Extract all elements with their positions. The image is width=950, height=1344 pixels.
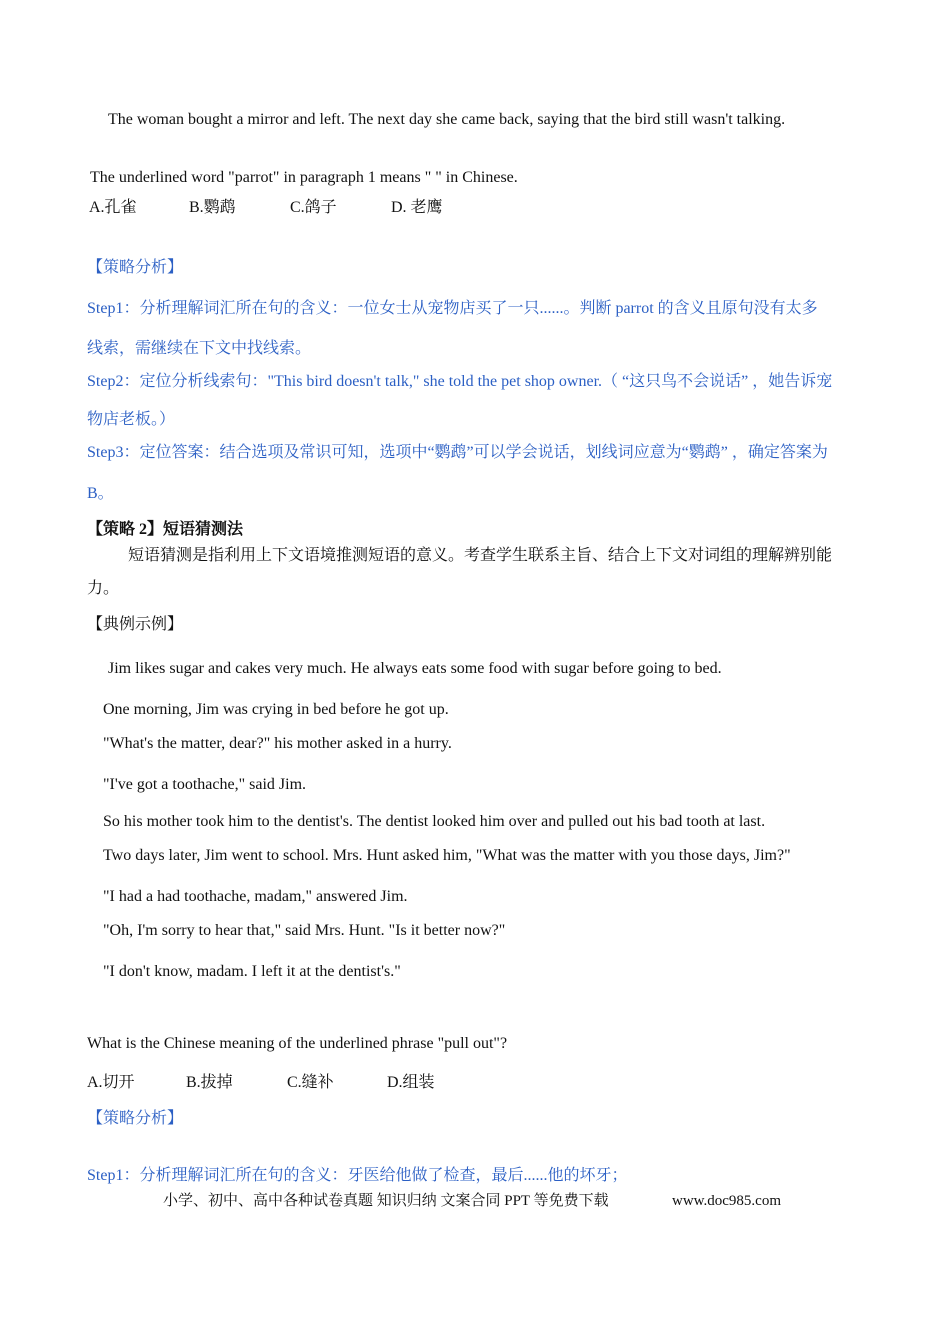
passage2-line: "I've got a toothache," said Jim. xyxy=(103,776,307,793)
analysis2-step1: Step1：分析理解词汇所在句的含义：牙医给他做了检查，最后......他的坏牙； xyxy=(87,1167,628,1184)
analysis2-heading: 【策略分析】 xyxy=(87,1110,184,1127)
footer-url[interactable]: www.doc985.com xyxy=(672,1193,782,1209)
question1-stem: The underlined word "parrot" in paragraph 1 means " " in Chinese. xyxy=(90,169,518,186)
question2-stem: What is the Chinese meaning of the underlined phrase "pull out"? xyxy=(87,1035,508,1052)
option-d: D.组装 xyxy=(387,1074,435,1091)
passage1-sentence: The woman bought a mirror and left. The next day she came back, saying that the bird still wasn't talking. xyxy=(108,111,786,128)
example-heading: 【典例示例】 xyxy=(87,616,184,633)
passage2-line: "I don't know, madam. I left it at the dentist's." xyxy=(103,963,401,980)
strategy2-desc-line2: 力。 xyxy=(87,580,120,597)
passage2-line: "What's the matter, dear?" his mother asked in a hurry. xyxy=(103,735,452,752)
option-c: C.缝补 xyxy=(287,1074,334,1091)
analysis1-step1-line1: Step1：分析理解词汇所在句的含义：一位女士从宠物店买了一只......。判断 parrot 的含义且原句没有太多 xyxy=(87,300,818,317)
option-a: A.孔雀 xyxy=(89,199,137,216)
strategy2-title-text: 短语猜测法 xyxy=(163,521,244,538)
option-b: B.拔掉 xyxy=(186,1074,233,1091)
passage2-line: Jim likes sugar and cakes very much. He always eats some food with sugar before going to bed. xyxy=(108,660,722,677)
analysis1-step3-line1: Step3：定位答案：结合选项及常识可知，选项中“鹦鹉”可以学会说话，划线词应意为“鹦鹉” ，确定答案为 xyxy=(87,444,828,461)
analysis1-heading: 【策略分析】 xyxy=(87,259,184,276)
passage2-line: One morning, Jim was crying in bed before he got up. xyxy=(103,701,449,718)
passage2-line: Two days later, Jim went to school. Mrs. Hunt asked him, "What was the matter with you those days, Jim?" xyxy=(103,847,791,864)
option-c: C.鸽子 xyxy=(290,199,337,216)
strategy2-title xyxy=(87,520,243,540)
analysis1-step2-line1: Step2：定位分析线索句："This bird doesn't talk," she told the pet shop owner.（ “这只鸟不会说话” ，她告诉宠 xyxy=(87,373,833,390)
analysis1-step2-line2: 物店老板。） xyxy=(87,411,176,428)
analysis1-step1-line2: 线索，需继续在下文中找线索。 xyxy=(87,340,312,357)
passage2-line: So his mother took him to the dentist's. The dentist looked him over and pulled out his bad tooth at last. xyxy=(103,813,766,830)
option-d: D. 老鹰 xyxy=(391,199,443,216)
option-b: B.鹦鹉 xyxy=(189,199,236,216)
passage2-line: "I had a had toothache, madam," answered Jim. xyxy=(103,888,408,905)
strategy2-title-bracket: 【策略 2】 xyxy=(87,521,164,538)
option-a: A.切开 xyxy=(87,1074,135,1091)
passage2-line: "Oh, I'm sorry to hear that," said Mrs. Hunt. "Is it better now?" xyxy=(103,922,506,939)
analysis1-step3-line2: B。 xyxy=(87,485,114,502)
footer-text: 小学、初中、高中各种试卷真题 知识归纳 文案合同 PPT 等免费下载 xyxy=(163,1193,609,1209)
strategy2-desc-line1: 短语猜测是指利用上下文语境推测短语的意义。考查学生联系主旨、结合上下文对词组的理解辨别能 xyxy=(128,547,833,564)
